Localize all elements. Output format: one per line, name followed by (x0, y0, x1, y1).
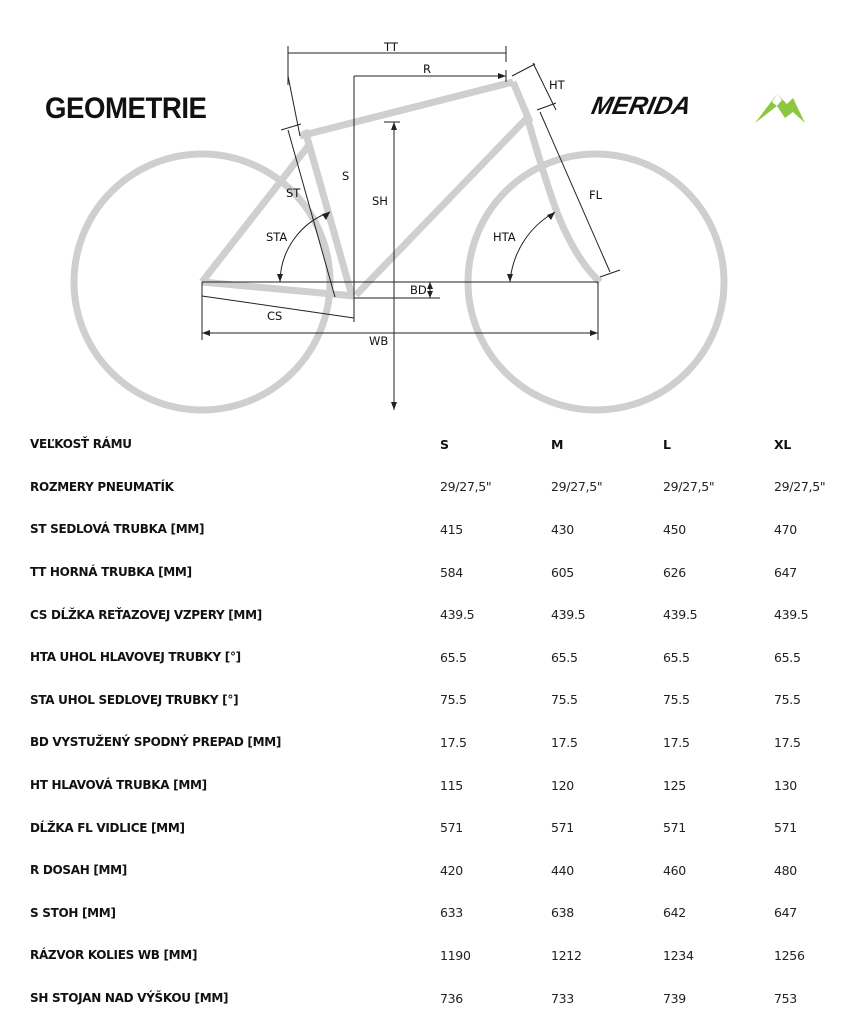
cell-value: 440 (551, 862, 574, 878)
logo-text: MERIDA (589, 92, 694, 120)
cell-value: 420 (440, 862, 463, 878)
cell-value: 65.5 (440, 649, 467, 665)
bike-geometry-diagram (0, 0, 843, 420)
cell-value: 17.5 (663, 734, 690, 750)
row-label: R DOSAH [MM] (30, 863, 127, 878)
label-sta: STA (266, 230, 288, 244)
cell-value: 125 (663, 777, 686, 793)
table-row (0, 977, 843, 1019)
cell-value: 29/27,5" (440, 479, 492, 495)
cell-value: 430 (551, 521, 574, 537)
table-row (0, 466, 843, 509)
table-row (0, 636, 843, 679)
cell-value: 75.5 (663, 692, 690, 708)
cell-value: 1234 (663, 947, 694, 963)
cell-value: 736 (440, 990, 463, 1006)
cell-value: 17.5 (551, 734, 578, 750)
cell-value: 571 (663, 820, 686, 836)
row-label: TT HORNÁ TRUBKA [MM] (30, 565, 192, 580)
label-tt: TT (384, 40, 398, 54)
cell-value: 638 (551, 905, 574, 921)
table-row (0, 721, 843, 764)
cell-value: 75.5 (551, 692, 578, 708)
row-label: BD VYSTUŽENÝ SPODNÝ PREPAD [MM] (30, 735, 282, 750)
cell-value: 571 (440, 820, 463, 836)
cell-value: 571 (774, 820, 797, 836)
cell-value: 571 (551, 820, 574, 836)
cell-value: 439.5 (774, 607, 809, 623)
head-tube (513, 82, 530, 122)
row-label: RÁZVOR KOLIES WB [MM] (30, 948, 198, 963)
cell-value: 75.5 (440, 692, 467, 708)
cell-value: 439.5 (663, 607, 698, 623)
cell-value: 29/27,5" (663, 479, 715, 495)
cell-value: 1212 (551, 947, 582, 963)
cell-value: 642 (663, 905, 686, 921)
cell-value: M (551, 436, 564, 452)
cell-value: 65.5 (551, 649, 578, 665)
geometry-table (0, 423, 843, 1019)
cell-value: 1256 (774, 947, 805, 963)
row-label: STA UHOL SEDLOVEJ TRUBKY [°] (30, 692, 239, 707)
cell-value: 415 (440, 521, 463, 537)
cell-value: 65.5 (663, 649, 690, 665)
row-label: SH STOJAN NAD VÝŠKOU [MM] (30, 991, 229, 1006)
mountain-logo-icon (755, 90, 805, 124)
cell-value: 439.5 (440, 607, 475, 623)
row-label: CS DĹŽKA REŤAZOVEJ VZPERY [MM] (30, 607, 262, 622)
table-row (0, 508, 843, 551)
row-label: HT HLAVOVÁ TRUBKA [MM] (30, 778, 207, 793)
row-label: DĹŽKA FL VIDLICE [MM] (30, 820, 185, 835)
top-tube (300, 82, 513, 136)
cell-value: 739 (663, 990, 686, 1006)
table-row (0, 934, 843, 977)
cell-value: 115 (440, 777, 463, 793)
cell-value: S (440, 436, 449, 452)
table-row (0, 764, 843, 807)
cell-value: 584 (440, 564, 463, 580)
row-label: S STOH [MM] (30, 905, 116, 920)
label-wb: WB (369, 334, 389, 348)
table-row (0, 551, 843, 594)
cell-value: 605 (551, 564, 574, 580)
label-fl: FL (589, 188, 603, 202)
merida-logo (589, 90, 810, 130)
cell-value: 450 (663, 521, 686, 537)
label-hta: HTA (493, 230, 516, 244)
cell-value: 439.5 (551, 607, 586, 623)
table-row (0, 593, 843, 636)
table-row (0, 679, 843, 722)
row-label: ST SEDLOVÁ TRUBKA [MM] (30, 522, 205, 537)
table-row (0, 806, 843, 849)
cell-value: 633 (440, 905, 463, 921)
cell-value: 733 (551, 990, 574, 1006)
row-label: HTA UHOL HLAVOVEJ TRUBKY [°] (30, 650, 241, 665)
cell-value: 75.5 (774, 692, 801, 708)
cell-value: 647 (774, 564, 797, 580)
label-cs: CS (267, 309, 283, 323)
cell-value: 1190 (440, 947, 471, 963)
label-sh: SH (372, 194, 388, 208)
table-row (0, 849, 843, 892)
label-bd: BD (410, 283, 427, 297)
table-header-row (0, 423, 843, 466)
row-label: VEĽKOSŤ RÁMU (30, 437, 132, 452)
cell-value: 29/27,5" (551, 479, 603, 495)
cell-value: 17.5 (440, 734, 467, 750)
cell-value: 130 (774, 777, 797, 793)
cell-value: XL (774, 436, 792, 452)
cell-value: 17.5 (774, 734, 801, 750)
cell-value: 470 (774, 521, 797, 537)
cell-value: L (663, 436, 671, 452)
label-ht: HT (549, 78, 565, 92)
table-row (0, 892, 843, 935)
cell-value: 460 (663, 862, 686, 878)
cell-value: 626 (663, 564, 686, 580)
cell-value: 753 (774, 990, 797, 1006)
cell-value: 29/27,5" (774, 479, 826, 495)
label-r: R (423, 62, 431, 76)
cell-value: 480 (774, 862, 797, 878)
label-st: ST (286, 186, 301, 200)
row-label: ROZMERY PNEUMATÍK (30, 479, 174, 494)
cell-value: 647 (774, 905, 797, 921)
cell-value: 120 (551, 777, 574, 793)
cell-value: 65.5 (774, 649, 801, 665)
label-s: S (342, 169, 350, 183)
page-title: GEOMETRIE (45, 92, 207, 125)
